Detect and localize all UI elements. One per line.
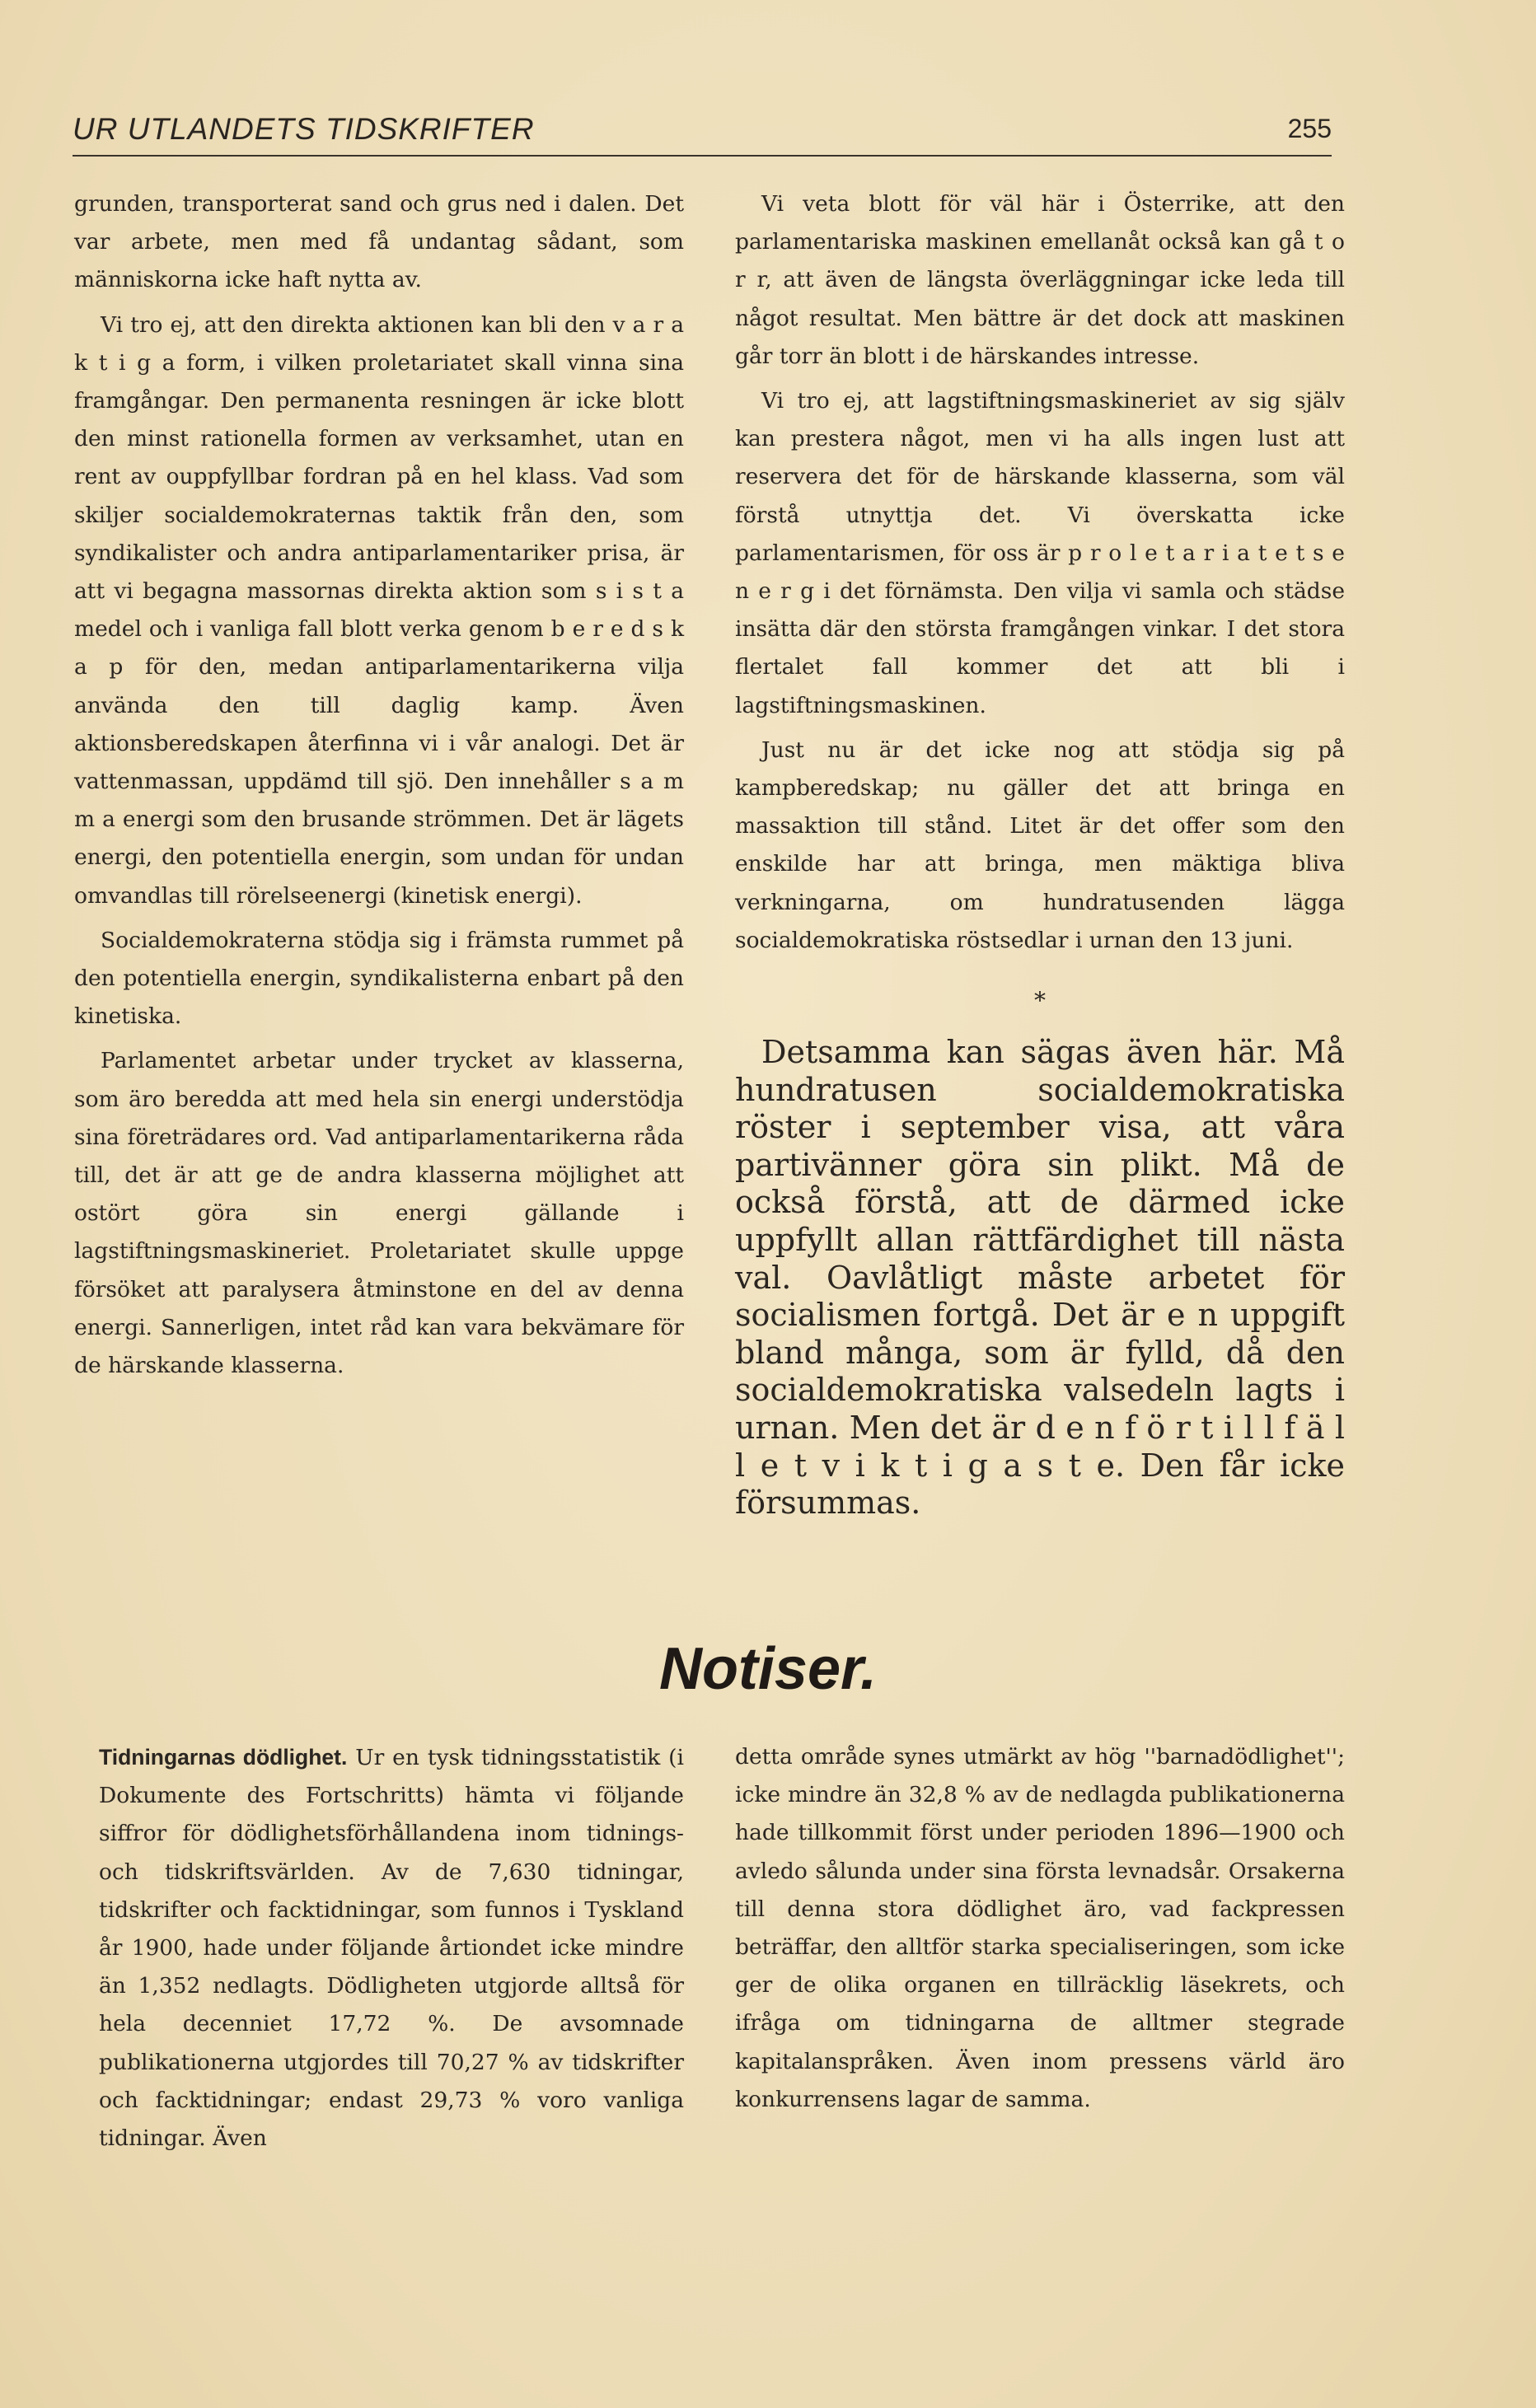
section-separator: * xyxy=(1034,987,1046,1015)
right-paragraph-3: Just nu är det icke nog att stödja sig på kampberedskap; nu gäller det att bringa en massaktion till stånd. Litet är det offer som den enskilde har att bringa, men mäktiga bliva verkningarna, om hundratusenden lägga socialdemokratiska röstsedlar i urnan den 13 juni. xyxy=(735,736,1345,953)
notice-text-right: detta område synes utmärkt av hög ''barnadödlighet''; icke mindre än 32,8 % av de nedlagda publikationerna hade tillkommit först under perioden 1896—1900 och avledo sålunda under sina första levnadsår. Orsakerna till denna stora dödlighet äro, vad fackpressen beträffar, den alltför starka specialiseringen, som icke ger de olika organen en tillräcklig läsekrets, och ifråga om tidningarna de alltmer stegrade kapitalanspråken. Även inom pressens värld äro konkurrensens lagar de samma. xyxy=(735,1744,1345,2112)
notice-paragraph xyxy=(99,1738,684,2158)
page-number: 255 xyxy=(1287,114,1332,143)
left-paragraph-4: Parlamentet arbetar under trycket av klasserna, som äro beredda att med hela sin energi understödja sina företrädares ord. Vad antiparlamentarikerna råda till, det är att ge de andra klasserna möjlighet att ostört göra sin energi gällande i lagstiftningsmaskineriet. Proletariatet skulle uppge försöket att paralysera åtminstone en del av denna energi. Sannerligen, intet råd kan vara bekvämare för de härskande klasserna. xyxy=(74,1048,684,1379)
notices-left-column xyxy=(99,1738,684,2164)
closing-paragraph: Detsamma kan sägas även här. Må hundratusen socialdemokratiska röster i september visa, att våra partivänner göra sin plikt. Må de också förstå, att de därmed icke uppfyllt allan rättfärdighet till nästa val. Oavlåtligt måste arbetet för socialismen fortgå. Det är e n uppgift bland många, som är fylld, då den socialdemokratiska valsedeln lagts i urnan. Men det är d e n f ö r t i l l f ä l l e t v i k t i g a s t e. Den får icke försummas. xyxy=(735,1034,1345,1522)
right-paragraph-2: Vi tro ej, att lagstiftningsmaskineriet av sig själv kan prestera något, men vi ha alls ingen lust att reservera det för de härskande klasserna, som väl förstå utnyttja det. Vi överskatta icke parlamentarismen, för oss är p r o l e t a r i a t e t s e n e r g i det förnämsta. Den vilja vi samla och städse insätta där den största framgången vinkar. I det stora flertalet fall kommer det att bli i lagstiftningsmaskinen. xyxy=(735,388,1345,718)
left-column xyxy=(74,185,684,1391)
running-header xyxy=(73,105,1332,157)
notice-lead: Tidningarnas dödlighet. xyxy=(99,1745,348,1770)
notices-right-column xyxy=(735,1738,1345,2125)
left-paragraph-1: grunden, transporterat sand och grus ned i dalen. Det var arbete, men med få undantag sådant, som människorna icke haft nytta av. xyxy=(74,191,684,293)
right-column xyxy=(735,185,1345,1529)
journal-section-title: UR UTLANDETS TIDSKRIFTER xyxy=(73,112,535,146)
notice-text-left: Ur en tysk tidningsstatistik (i Dokumente des Fortschritts) hämta vi följande siffror för dödlighetsförhållandena inom tidnings- och tidskriftsvärlden. Av de 7,630 tidningar, tidskrifter och facktidningar, som funnos i Tyskland år 1900, hade under följande årtiondet icke mindre än 1,352 nedlagts. Dödligheten utgjorde alltså för hela decenniet 17,72 %. De avsomnade publikationerna utgjordes till 70,27 % av tidskrifter och facktidningar; endast 29,73 % voro vanliga tidningar. Även xyxy=(99,1745,684,2152)
left-paragraph-3: Socialdemokraterna stödja sig i främsta rummet på den potentiella energin, syndikalisterna enbart på den kinetiska. xyxy=(74,927,684,1030)
right-paragraph-1: Vi veta blott för väl här i Österrike, att den parlamentariska maskinen emellanåt också kan gå t o r r, att även de längsta överläggningar icke leda till något resultat. Men bättre är det dock att maskinen går torr än blott i de härskandes intresse. xyxy=(735,191,1345,369)
left-paragraph-2: Vi tro ej, att den direkta aktionen kan bli den v a r a k t i g a form, i vilken proletariatet skall vinna sina framgångar. Den permanenta resningen är icke blott den minst rationella formen av verksamhet, utan en rent av ouppfyllbar fordran på en hel klass. Vad som skiljer socialdemokraternas taktik från den, som syndikalister och andra antiparlamentariker prisa, är att vi begagna massornas direkta aktion som s i s t a medel och i vanliga fall blott verka genom b e r e d s k a p för den, medan antiparlamentarikerna vilja använda den till daglig kamp. Även aktionsberedskapen återfinna vi i vår analogi. Det är vattenmassan, uppdämd till sjö. Den innehåller s a m m a energi som den brusande strömmen. Det är lägets energi, den potentiella energin, som undan för undan omvandlas till rörelseenergi (kinetisk energi). xyxy=(74,311,684,909)
notices-heading: Notiser. xyxy=(658,1636,878,1702)
